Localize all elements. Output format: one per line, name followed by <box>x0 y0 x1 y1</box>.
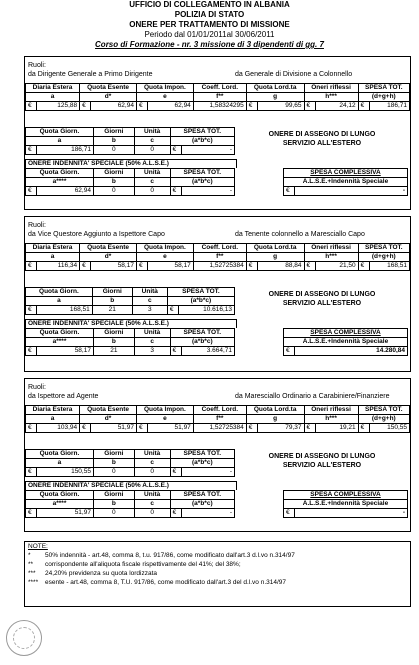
sub-header-row <box>26 288 235 297</box>
euro-sign: € <box>284 509 295 518</box>
onere-title: ONERE INDENNITA' SPECIALE (50% A.L.S.E.) <box>25 481 237 490</box>
main-col-header: Coeff. Lord. <box>193 84 246 93</box>
sub-value: - <box>181 468 234 477</box>
main-value-row <box>26 102 410 111</box>
sub-col-letter: c <box>132 297 167 306</box>
sub-value: 150,55 <box>37 468 94 477</box>
sub-col-letter: c <box>134 178 170 187</box>
ruoli-right: da Generale di Divisione a Colonnello <box>235 71 353 78</box>
main-letter-row <box>26 415 410 424</box>
sub-value: 186,71 <box>37 146 94 155</box>
sub-col-header: Quota Giorn. <box>26 491 94 500</box>
euro-sign: € <box>246 262 257 271</box>
euro-sign: € <box>358 102 369 111</box>
complessiva-value: 14.280,84 <box>295 347 408 356</box>
main-col-letter: h*** <box>304 93 358 102</box>
euro-sign: € <box>358 424 369 433</box>
note-3: 24,20% previdenza su quota lordizzata <box>45 570 158 577</box>
main-col-letter: d* <box>80 415 137 424</box>
sub-value: 0 <box>134 146 170 155</box>
sub-letter-row <box>26 137 235 146</box>
main-col-header: Quota Esente <box>80 84 137 93</box>
euro-sign: € <box>170 347 181 356</box>
euro-sign: € <box>304 424 315 433</box>
note-2-marker: ** <box>28 561 34 568</box>
ruoli-label: Ruoli: <box>28 222 46 229</box>
sub-col-letter: b <box>93 338 134 347</box>
sub-value: - <box>181 146 234 155</box>
sub-letter-row <box>26 297 235 306</box>
euro-sign: € <box>167 306 178 315</box>
main-col-header: SPESA TOT. <box>358 244 409 253</box>
sub-col-letter: c <box>134 137 170 146</box>
main-value: 103,94 <box>37 424 80 433</box>
complessiva-value: - <box>295 509 408 518</box>
sub-col-header: Unità <box>134 491 170 500</box>
sub-col-letter: c <box>134 459 170 468</box>
main-table <box>25 243 410 271</box>
sub-col-letter: (a*b*c) <box>167 297 234 306</box>
main-col-header: Coeff. Lord. <box>193 406 246 415</box>
euro-sign: € <box>136 102 147 111</box>
complessiva-header: SPESA COMPLESSIVA <box>284 329 408 338</box>
complessiva-table <box>283 328 408 356</box>
main-col-header: SPESA TOT. <box>358 84 409 93</box>
sub-col-letter: b <box>93 500 134 509</box>
complessiva-table <box>283 168 408 196</box>
sub-col-header: SPESA TOT. <box>167 288 234 297</box>
euro-sign: € <box>358 262 369 271</box>
euro-sign: € <box>80 102 91 111</box>
sub-letter-row <box>26 459 235 468</box>
sub-col-letter: (a*b*c) <box>170 500 234 509</box>
assegno-label-2: SERVIZIO ALL'ESTERO <box>282 462 362 469</box>
onere-table <box>25 490 235 518</box>
complessiva-header: SPESA COMPLESSIVA <box>284 491 408 500</box>
sub-value: 0 <box>134 187 170 196</box>
sub-col-letter: b <box>93 459 134 468</box>
main-col-letter: g <box>246 253 304 262</box>
euro-sign: € <box>26 424 37 433</box>
main-col-letter: (d+g+h) <box>358 415 409 424</box>
assegno-table <box>25 449 235 477</box>
assegno-label-2: SERVIZIO ALL'ESTERO <box>282 140 362 147</box>
euro-sign: € <box>170 146 181 155</box>
main-value: 51,97 <box>147 424 193 433</box>
sub-col-header: Giorni <box>93 329 134 338</box>
main-value: 186,71 <box>369 102 409 111</box>
main-value-row <box>26 424 410 433</box>
sub-col-header: Quota Giorn. <box>26 288 93 297</box>
assegno-table <box>25 287 235 315</box>
sub-col-header: Giorni <box>93 128 134 137</box>
ruoli-right: da Tenente colonnello a Maresciallo Capo <box>235 231 365 238</box>
complessiva-table <box>283 490 408 518</box>
ruoli-left: da Ispettore ad Agente <box>28 393 99 400</box>
main-value: 62,94 <box>91 102 137 111</box>
sub-col-letter: a <box>26 137 94 146</box>
main-value: 1,58324295 <box>193 102 246 111</box>
sub-value: 168,51 <box>37 306 93 315</box>
main-col-header: Coeff. Lord. <box>193 244 246 253</box>
euro-sign: € <box>26 102 37 111</box>
onere-title: ONERE INDENNITA' SPECIALE (50% A.L.S.E.) <box>25 159 237 168</box>
assegno-table <box>25 127 235 155</box>
alse-label: A.L.S.E.+Indennità Speciale <box>284 500 408 509</box>
section-2 <box>24 216 411 372</box>
euro-sign: € <box>170 187 181 196</box>
alse-label: A.L.S.E.+Indennità Speciale <box>284 338 408 347</box>
main-col-letter: f** <box>193 415 246 424</box>
main-value: 51,97 <box>91 424 137 433</box>
sub-value-row <box>26 306 235 315</box>
main-col-letter: e <box>136 93 193 102</box>
sub-value-row <box>26 347 235 356</box>
header-line-3: ONERE PER TRATTAMENTO DI MISSIONE <box>129 20 290 29</box>
main-col-header: Diaria Estera <box>26 84 80 93</box>
notes-box <box>24 541 411 607</box>
notes-title: NOTE: <box>28 543 48 550</box>
assegno-label-1: ONERE DI ASSEGNO DI LUNGO <box>268 131 376 138</box>
sub-col-header: Quota Giorn. <box>26 450 94 459</box>
sub-col-letter: c <box>134 338 170 347</box>
sub-value: 0 <box>93 187 134 196</box>
sub-value: - <box>181 509 234 518</box>
stamp-seal <box>6 620 42 656</box>
sub-col-letter: a <box>26 459 94 468</box>
main-header-row <box>26 244 410 253</box>
sub-value: 10.616,13 <box>178 306 234 315</box>
main-letter-row <box>26 93 410 102</box>
main-col-letter: d* <box>80 253 137 262</box>
main-col-letter: h*** <box>304 415 358 424</box>
main-value: 24,12 <box>315 102 358 111</box>
euro-sign: € <box>246 102 257 111</box>
ruoli-label: Ruoli: <box>28 384 46 391</box>
main-col-letter: e <box>136 253 193 262</box>
sub-value: 62,94 <box>37 187 94 196</box>
main-header-row <box>26 84 410 93</box>
sub-col-header: SPESA TOT. <box>170 329 234 338</box>
sub-col-header: Giorni <box>93 450 134 459</box>
ruoli-right: da Maresciallo Ordinario a Carabiniere/Finanziere <box>235 393 390 400</box>
sub-col-letter: (a*b*c) <box>170 178 234 187</box>
euro-sign: € <box>26 347 37 356</box>
assegno-label-2: SERVIZIO ALL'ESTERO <box>282 300 362 307</box>
note-4-marker: **** <box>28 579 39 586</box>
note-4: esente - art.48, comma 8, T.U. 917/86, come modificato dall'art.3 del d.l.vo n.314/97 <box>45 579 287 586</box>
onere-table <box>25 168 235 196</box>
main-value: 1,52725384 <box>193 424 246 433</box>
main-col-letter: a <box>26 253 80 262</box>
main-value-row <box>26 262 410 271</box>
main-col-header: Quota Impon. <box>136 406 193 415</box>
main-col-letter: d* <box>80 93 137 102</box>
main-table <box>25 83 410 111</box>
euro-sign: € <box>26 468 37 477</box>
header-line-1: UFFICIO DI COLLEGAMENTO IN ALBANIA <box>129 0 290 9</box>
sub-value-row <box>26 146 235 155</box>
euro-sign: € <box>304 102 315 111</box>
sub-value: 0 <box>134 509 170 518</box>
main-value: 1,52725384 <box>193 262 246 271</box>
main-col-letter: h*** <box>304 253 358 262</box>
main-header-row <box>26 406 410 415</box>
sub-col-letter: c <box>134 500 170 509</box>
sub-value: 3.664,71 <box>181 347 234 356</box>
sub-col-letter: a <box>26 297 93 306</box>
sub-value: 58,17 <box>37 347 94 356</box>
complessiva-value: - <box>295 187 408 196</box>
sub-value: 21 <box>92 306 132 315</box>
sub-col-header: Unità <box>134 329 170 338</box>
main-value: 150,55 <box>369 424 409 433</box>
main-col-header: Quota Lord.ta <box>246 84 304 93</box>
sub-header-row <box>26 169 235 178</box>
main-value: 125,88 <box>37 102 80 111</box>
sub-col-header: SPESA TOT. <box>170 450 234 459</box>
sub-col-letter: (a*b*c) <box>170 338 234 347</box>
ruoli-label: Ruoli: <box>28 62 46 69</box>
alse-label: A.L.S.E.+Indennità Speciale <box>284 178 408 187</box>
main-value: 88,84 <box>257 262 304 271</box>
main-col-letter: a <box>26 415 80 424</box>
main-value: 58,17 <box>91 262 137 271</box>
main-col-header: Quota Esente <box>80 244 137 253</box>
assegno-label-1: ONERE DI ASSEGNO DI LUNGO <box>268 453 376 460</box>
sub-value: - <box>181 187 234 196</box>
main-col-header: Oneri riflessi <box>304 406 358 415</box>
ruoli-left: da Vice Questore Aggiunto a Ispettore Capo <box>28 231 165 238</box>
euro-sign: € <box>170 509 181 518</box>
euro-sign: € <box>80 424 91 433</box>
sub-col-header: Quota Giorn. <box>26 329 94 338</box>
euro-sign: € <box>304 262 315 271</box>
sub-letter-row <box>26 500 235 509</box>
main-col-letter: f** <box>193 93 246 102</box>
main-value: 116,34 <box>37 262 80 271</box>
sub-col-header: Unità <box>134 450 170 459</box>
sub-col-header: Giorni <box>92 288 132 297</box>
section-1 <box>24 56 411 210</box>
main-value: 62,94 <box>147 102 193 111</box>
main-col-header: Oneri riflessi <box>304 244 358 253</box>
header-line-2: POLIZIA DI STATO <box>174 10 245 19</box>
euro-sign: € <box>26 146 37 155</box>
note-2: corrispondente all'aliquota fiscale rispettivamente del 41%; del 38%; <box>45 561 241 568</box>
sub-col-letter: a**** <box>26 500 94 509</box>
euro-sign: € <box>80 262 91 271</box>
sub-header-row <box>26 491 235 500</box>
sub-col-letter: (a*b*c) <box>170 459 234 468</box>
main-col-letter: g <box>246 415 304 424</box>
main-col-letter: f** <box>193 253 246 262</box>
sub-value: 3 <box>132 306 167 315</box>
sub-value: 0 <box>134 468 170 477</box>
note-1: 50% indennità - art.48, comma 8, t.u. 917/86, come modificato dall'art.3 d.l.vo n.314/97 <box>45 552 295 559</box>
sub-value-row <box>26 468 235 477</box>
main-col-header: Oneri riflessi <box>304 84 358 93</box>
main-value: 58,17 <box>147 262 193 271</box>
sub-value: 3 <box>134 347 170 356</box>
sub-col-header: Quota Giorn. <box>26 169 94 178</box>
sub-col-header: Unità <box>134 169 170 178</box>
ruoli-left: da Dirigente Generale a Primo Dirigente <box>28 71 153 78</box>
main-col-header: Quota Esente <box>80 406 137 415</box>
sub-letter-row <box>26 178 235 187</box>
sub-col-header: Unità <box>132 288 167 297</box>
euro-sign: € <box>136 424 147 433</box>
sub-value-row <box>26 509 235 518</box>
euro-sign: € <box>26 187 37 196</box>
sub-col-header: SPESA TOT. <box>170 491 234 500</box>
complessiva-header: SPESA COMPLESSIVA <box>284 169 408 178</box>
sub-value-row <box>26 187 235 196</box>
sub-col-letter: b <box>92 297 132 306</box>
main-col-header: Quota Lord.ta <box>246 244 304 253</box>
note-3-marker: *** <box>28 570 36 577</box>
note-1-marker: * <box>28 552 31 559</box>
euro-sign: € <box>246 424 257 433</box>
onere-table <box>25 328 235 356</box>
main-col-header: Quota Impon. <box>136 84 193 93</box>
main-col-letter: (d+g+h) <box>358 93 409 102</box>
sub-value: 0 <box>93 146 134 155</box>
main-value: 21,50 <box>315 262 358 271</box>
main-col-header: Quota Impon. <box>136 244 193 253</box>
main-col-letter: g <box>246 93 304 102</box>
main-value: 99,65 <box>257 102 304 111</box>
sub-value: 0 <box>93 509 134 518</box>
header-course: Corso di Formazione - nr. 3 missione di 3 dipendenti di gg. 7 <box>95 40 324 49</box>
main-col-letter: (d+g+h) <box>358 253 409 262</box>
main-value: 79,37 <box>257 424 304 433</box>
main-value: 19,21 <box>315 424 358 433</box>
section-3 <box>24 378 411 532</box>
sub-col-letter: b <box>93 137 134 146</box>
euro-sign: € <box>26 306 37 315</box>
sub-col-header: Quota Giorn. <box>26 128 94 137</box>
euro-sign: € <box>136 262 147 271</box>
sub-col-header: Giorni <box>93 169 134 178</box>
euro-sign: € <box>170 468 181 477</box>
header-period: Periodo dal 01/01/2011al 30/06/2011 <box>144 30 275 39</box>
main-col-header: SPESA TOT. <box>358 406 409 415</box>
euro-sign: € <box>284 347 295 356</box>
sub-header-row <box>26 128 235 137</box>
sub-col-letter: a**** <box>26 338 94 347</box>
sub-col-header: Giorni <box>93 491 134 500</box>
sub-value: 51,97 <box>37 509 94 518</box>
sub-col-header: SPESA TOT. <box>170 169 234 178</box>
sub-value: 0 <box>93 468 134 477</box>
euro-sign: € <box>26 262 37 271</box>
euro-sign: € <box>284 187 295 196</box>
main-col-header: Quota Lord.ta <box>246 406 304 415</box>
onere-title: ONERE INDENNITA' SPECIALE (50% A.L.S.E.) <box>25 319 237 328</box>
sub-col-header: Unità <box>134 128 170 137</box>
main-value: 168,51 <box>369 262 409 271</box>
assegno-label-1: ONERE DI ASSEGNO DI LUNGO <box>268 291 376 298</box>
main-col-letter: a <box>26 93 80 102</box>
sub-letter-row <box>26 338 235 347</box>
sub-col-header: SPESA TOT. <box>170 128 234 137</box>
main-col-letter: e <box>136 415 193 424</box>
main-col-header: Diaria Estera <box>26 406 80 415</box>
main-table <box>25 405 410 433</box>
euro-sign: € <box>26 509 37 518</box>
sub-value: 21 <box>93 347 134 356</box>
main-letter-row <box>26 253 410 262</box>
sub-header-row <box>26 329 235 338</box>
sub-col-letter: a**** <box>26 178 94 187</box>
sub-col-letter: b <box>93 178 134 187</box>
sub-header-row <box>26 450 235 459</box>
main-col-header: Diaria Estera <box>26 244 80 253</box>
sub-col-letter: (a*b*c) <box>170 137 234 146</box>
